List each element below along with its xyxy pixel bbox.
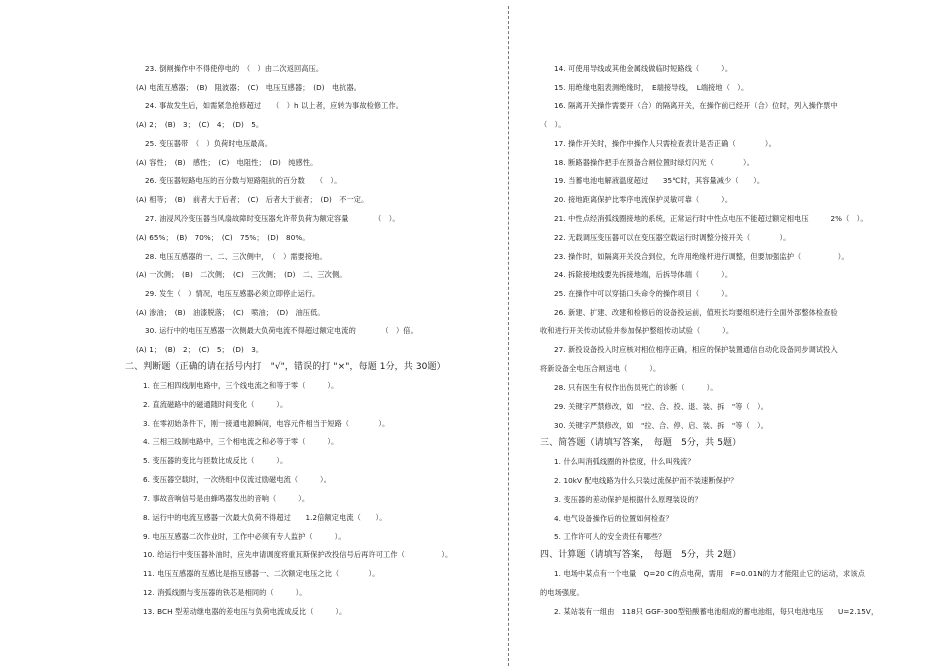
judgement-item-28: 28. 只有医生有权作出伤员死亡的诊断（ ）。	[554, 383, 718, 392]
short-answer-item-2: 2. 10kV 配电线路为什么只装过流保护而不装速断保护？	[554, 476, 738, 485]
column-divider	[508, 6, 509, 666]
judgement-item-12: 12. 消弧线圈与变压器的铁芯是相同的（ ）。	[143, 588, 307, 597]
short-answer-item-5: 5. 工作许可人的安全责任有哪些？	[554, 532, 666, 541]
options-23: (A) 电流互感器； (B) 阻波器； (C) 电压互感器； (D) 电抗器。	[136, 83, 362, 92]
right-column	[510, 0, 950, 672]
judgement-item-11: 11. 电压互感器的互感比是指互感器一、二次额定电压之比（ ）。	[143, 569, 380, 578]
question-23: 23. 倒闸操作中不得使停电的 （ ）由二次返回高压。	[145, 64, 324, 73]
options-28: (A) 一次侧； (B) 二次侧； (C) 三次侧； (D) 二、三次侧。	[136, 270, 347, 279]
judgement-item-30: 30. 关键字严禁修改，如 "拉、合、停、启、装、拆 "等（ ）。	[554, 421, 769, 430]
judgement-item-24: 24. 拆除接地线要先拆接地端，后拆导体端（ ）。	[554, 270, 733, 279]
question-24: 24. 事故发生后，如需紧急抢修超过 （ ）h 以上者，应转为事故检修工作。	[145, 101, 404, 110]
judgement-item-20: 20. 接地距离保护比零序电流保护灵敏可靠（ ）。	[554, 195, 733, 204]
judgement-item-23: 23. 操作时，如隔离开关没合到位，允许用绝缘杆进行调整，但要加强监护（ ）。	[554, 252, 849, 261]
judgement-item-26-cont: 收和进行开关传动试验并参加保护整组传动试验（ ）。	[540, 326, 734, 335]
judgement-item-15: 15. 用绝缘电阻表测绝缘时， E端接导线， L端接地（ ）。	[554, 83, 749, 92]
judgement-item-27-cont: 将新设备全电压合闸送电（ ）。	[540, 364, 661, 373]
calculation-item-2: 2. 某站装有一组由 118只 GGF-300型铅酸蓄电池组成的蓄电池组，每只电池电压 U=2.15V，	[554, 607, 879, 616]
judgement-item-13: 13. BCH 型差动继电器的差电压与负荷电流成反比（ ）。	[143, 607, 347, 616]
judgement-item-8: 8. 运行中的电流互感器一次最大负荷不得超过 1.2倍额定电流（ ）。	[143, 513, 387, 522]
short-answer-item-1: 1. 什么叫消弧线圈的补偿度，什么叫残流？	[554, 457, 695, 466]
short-answer-item-3: 3. 变压器的差动保护是根据什么原理装设的？	[554, 495, 702, 504]
options-26: (A) 相等； (B) 前者大于后者； (C) 后者大于前者； (D) 不一定。	[136, 195, 369, 204]
short-answer-item-4: 4. 电气设备操作后的位置如何检查？	[554, 514, 673, 523]
calculation-item-1-cont: 的电场强度。	[540, 588, 584, 597]
judgement-item-10: 10. 给运行中变压器补油时，应先申请调度将重瓦斯保护改投信号后再许可工作（ ）。	[143, 550, 453, 559]
question-30: 30. 运行中的电压互感器一次侧最大负荷电流不得超过额定电流的 （ ）倍。	[145, 326, 418, 335]
section-heading-short-answer: 三、简答题（请填写答案， 每题 5分，共 5题）	[540, 438, 742, 448]
judgement-item-26: 26. 新建、扩建、改建和检修后的设备投运前，值班长均要组织进行全面外部整体检查验	[554, 308, 838, 317]
options-24: (A) 2； (B) 3； (C) 4； (D) 5。	[136, 120, 264, 129]
judgement-item-5: 5. 变压器的变比与匝数比成反比（ ）。	[143, 456, 288, 465]
judgement-item-25: 25. 在操作中可以穿插口头命令的操作项目（ ）。	[554, 289, 733, 298]
judgement-item-17: 17. 操作开关时，操作中操作人只需检查表计是否正确（ ）。	[554, 139, 776, 148]
judgement-item-14: 14. 可使用导线或其他金属线做临时短路线（ ）。	[554, 64, 733, 73]
judgement-item-4: 4. 三相三线制电路中，三个相电流之和必等于零（ ）。	[143, 437, 339, 446]
options-25: (A) 容性； (B) 感性； (C) 电阻性； (D) 纯感性。	[136, 158, 318, 167]
judgement-item-27: 27. 新投设备投入时应核对相位相序正确，相应的保护装置通信自动化设备同步调试投入	[554, 345, 838, 354]
judgement-item-18: 18. 断路器操作把手在预备合闸位置时绿灯闪光（ ）。	[554, 158, 754, 167]
options-29: (A) 渗油； (B) 油漆脱落； (C) 喷油； (D) 油压低。	[136, 308, 325, 317]
question-28: 28. 电压互感器的一、二、三次侧中， （ ）需要接地。	[145, 252, 327, 261]
calculation-item-1: 1. 电场中某点有一个电量 Q=20 C的点电荷，需用 F=0.01N的力才能阻止它的运动，求该点	[554, 569, 865, 578]
judgement-item-16: 16. 隔离开关操作需要开（合）的隔离开关，在操作前已经开（合）位时，列入操作票中	[554, 101, 838, 110]
judgement-item-3: 3. 在零初始条件下，刚一接通电源瞬间，电容元件相当于短路（ ）。	[143, 419, 390, 428]
judgement-item-6: 6. 变压器空载时，一次绕组中仅流过励磁电流（ ）。	[143, 475, 332, 484]
judgement-item-29: 29. 关键字严禁修改，如 "拉、合、投、退、装、拆 "等（ ）。	[554, 402, 769, 411]
judgement-item-16-cont: （ ）。	[540, 120, 566, 129]
judgement-item-2: 2. 直流磁路中的磁通随时间变化（ ）。	[143, 400, 288, 409]
judgement-item-9: 9. 电压互感器二次作业时，工作中必须有专人监护（ ）。	[143, 532, 346, 541]
section-heading-calculation: 四、计算题（请填写答案， 每题 5分，共 2题）	[540, 550, 742, 560]
judgement-item-7: 7. 事故音响信号是由蜂鸣器发出的音响（ ）。	[143, 494, 310, 503]
question-29: 29. 发生（ ）情况，电压互感器必须立即停止运行。	[145, 289, 320, 298]
options-30: (A) 1； (B) 2； (C) 5； (D) 3。	[136, 345, 264, 354]
judgement-item-19: 19. 当蓄电池电解液温度超过 35℃时，其容量减少（ ）。	[554, 176, 765, 185]
options-27: (A) 65%； (B) 70%； (C) 75%； (D) 80%。	[136, 233, 310, 242]
judgement-item-1: 1. 在三相四线制电路中，三个线电流之和等于零（ ）。	[143, 381, 339, 390]
judgement-item-21: 21. 中性点经消弧线圈接地的系统，正常运行时中性点电压不能超过额定相电压 2%（ ）。	[554, 214, 868, 223]
judgement-item-22: 22. 无载调压变压器可以在变压器空载运行时调整分接开关（ ）。	[554, 233, 791, 242]
section-heading-judgement: 二、判断题（正确的请在括号内打 "√"，错误的打 "×"，每题 1分，共 30题）	[125, 362, 446, 372]
question-26: 26. 变压器短路电压的百分数与短路阻抗的百分数 （ ）。	[145, 176, 342, 185]
question-27: 27. 油浸风冷变压器当风扇故障时变压器允许带负荷为额定容量 （ ）。	[145, 214, 400, 223]
question-25: 25. 变压器带 （ ）负荷时电压最高。	[145, 139, 273, 148]
